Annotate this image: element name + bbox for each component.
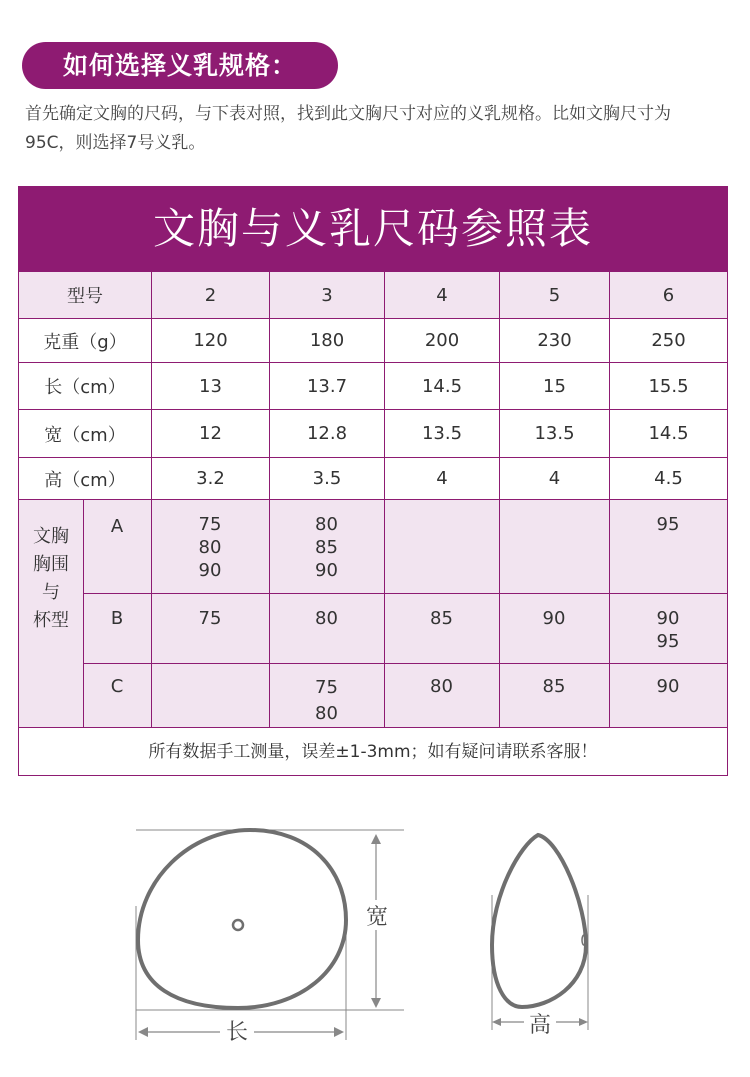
- table-cell: 13.5: [384, 410, 499, 457]
- arrow-head: [138, 1027, 148, 1037]
- table-row: [19, 409, 727, 457]
- table-cell: 15: [499, 363, 609, 409]
- size-reference-table: [18, 186, 728, 776]
- table-cell: 4: [384, 458, 499, 499]
- header-size: 2: [151, 272, 269, 318]
- cup-label: B: [110, 608, 124, 629]
- cup-label: A: [110, 516, 124, 537]
- table-cell: 4: [499, 458, 609, 499]
- cup-value: 75: [198, 608, 222, 629]
- table-title: 文胸与义乳尺码参照表: [19, 187, 727, 271]
- cup-value: 95: [656, 631, 680, 652]
- table-cell: 14.5: [384, 363, 499, 409]
- row-label: 克重（g）: [43, 331, 127, 353]
- cup-value: 80: [430, 676, 453, 697]
- cup-value: 95: [656, 514, 680, 535]
- cup-row-b: [19, 593, 727, 663]
- table-cell: 120: [151, 319, 269, 362]
- cup-value: 85: [430, 608, 453, 629]
- header-size: 3: [269, 272, 384, 318]
- arrow-head: [371, 998, 381, 1008]
- header-label: 型号: [67, 286, 103, 307]
- table-cell: 14.5: [609, 410, 727, 457]
- row-label: 宽（cm）: [44, 424, 126, 446]
- row-label: 长（cm）: [44, 377, 126, 398]
- table-cell: 13.5: [499, 410, 609, 457]
- table-cell: 4.5: [609, 458, 727, 499]
- table-cell: 3.5: [269, 458, 384, 499]
- cup-value: 85: [542, 676, 566, 697]
- table-cell: 15.5: [609, 363, 727, 409]
- table-cell: 180: [269, 319, 384, 362]
- nipple-marker: [233, 920, 243, 930]
- cup-row-a: [19, 499, 727, 593]
- group-label-line: 与: [42, 582, 60, 603]
- prosthesis-side-outline: [492, 835, 586, 1007]
- row-label: 高（cm）: [44, 469, 126, 491]
- header-size: 5: [499, 272, 609, 318]
- table-row: [19, 318, 727, 362]
- length-label: 长: [225, 1020, 249, 1045]
- cup-value: 90: [542, 608, 566, 629]
- arrow-head: [334, 1027, 344, 1037]
- group-label-line: 杯型: [33, 610, 69, 631]
- prosthesis-outline: [138, 830, 346, 1008]
- cup-value: 90: [198, 560, 222, 581]
- prosthesis-front-view-diagram: [120, 820, 420, 1050]
- group-label-line: 文胸: [33, 526, 69, 547]
- cup-value: 75: [198, 514, 222, 535]
- cup-value: 90: [315, 560, 338, 581]
- arrow-head: [579, 1018, 588, 1026]
- cup-value: 90: [656, 608, 680, 629]
- table-cell: 200: [384, 319, 499, 362]
- table-cell: 3.2: [151, 458, 269, 499]
- cup-value: 90: [656, 676, 680, 697]
- cup-row-c: [19, 663, 727, 727]
- table-cell: 13.7: [269, 363, 384, 409]
- table-cell: 12.8: [269, 410, 384, 457]
- cup-value: 80: [315, 608, 338, 629]
- table-cell: 250: [609, 319, 727, 362]
- cup-value: 80: [315, 703, 338, 724]
- intro-text: 首先确定文胸的尺码，与下表对照，找到此文胸尺寸对应的义乳规格。比如文胸尺寸为95C，则选择7号义乳。: [25, 104, 671, 153]
- cup-value: 85: [315, 537, 338, 558]
- group-label-line: 胸围: [33, 554, 69, 575]
- cup-value: 75: [315, 677, 338, 698]
- table-row: [19, 457, 727, 499]
- section-heading: 如何选择义乳规格：: [22, 42, 338, 89]
- cup-label: C: [110, 676, 124, 697]
- arrow-head: [371, 834, 381, 844]
- table-row: [19, 362, 727, 409]
- table-header-row: [19, 271, 727, 318]
- header-size: 4: [384, 272, 499, 318]
- prosthesis-side-view-diagram: [480, 825, 600, 1040]
- cup-value: 80: [198, 537, 222, 558]
- table-cell: 13: [151, 363, 269, 409]
- header-size: 6: [609, 272, 727, 318]
- width-label: 宽: [365, 905, 389, 930]
- arrow-head: [492, 1018, 501, 1026]
- cup-value: 80: [315, 514, 338, 535]
- height-label: 高: [528, 1013, 552, 1038]
- table-cell: 230: [499, 319, 609, 362]
- table-cell: 12: [151, 410, 269, 457]
- table-note: 所有数据手工测量，误差±1-3mm；如有疑问请联系客服！: [19, 727, 727, 775]
